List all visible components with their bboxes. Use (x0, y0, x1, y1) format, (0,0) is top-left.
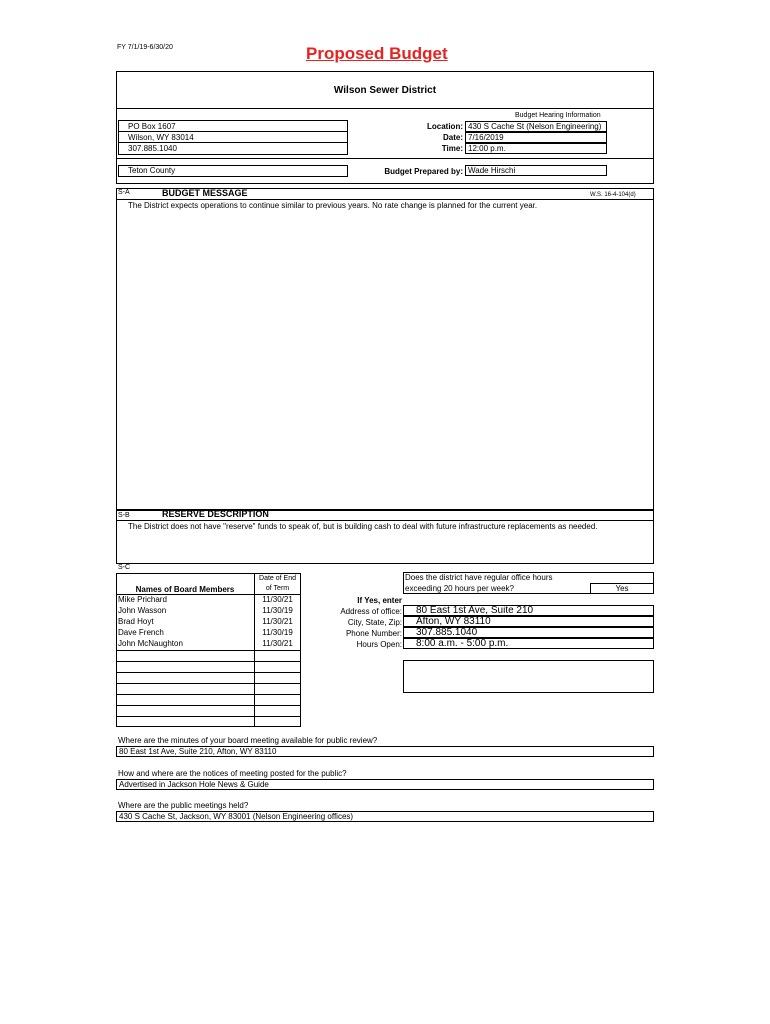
hearing-heading: Budget Hearing Information (515, 112, 601, 119)
divider (116, 661, 301, 662)
section-code: S-C (118, 564, 131, 571)
divider (116, 683, 301, 684)
prepared-by-label: Budget Prepared by: (384, 167, 463, 176)
date-value: 7/16/2019 (465, 132, 607, 143)
office-city-value: Afton, WY 83110 (403, 616, 654, 627)
date-header: of Term (265, 585, 290, 592)
office-question: exceeding 20 hours per week? (405, 584, 514, 593)
address-box (118, 120, 348, 155)
budget-message-box (116, 188, 654, 510)
board-member-date: 11/30/19 (262, 606, 293, 615)
fiscal-year: FY 7/1/19-6/30/20 (117, 44, 173, 51)
time-label: Time: (441, 144, 463, 153)
time-value: 12:00 p.m. (465, 143, 607, 154)
county-field: Teton County (118, 165, 348, 177)
office-hours-value: 8:00 a.m. - 5:00 p.m. (403, 638, 654, 649)
office-phone-label: Phone Number: (345, 629, 402, 638)
address-line: PO Box 1607 (119, 121, 347, 132)
board-member-name: John Wasson (118, 606, 167, 615)
section-code: S-B (118, 512, 130, 519)
reserve-text: The District does not have "reserve" funds to speak of, but is building cash to deal with future infrastructure replacements as needed. (128, 522, 598, 531)
address-line: 307.885.1040 (128, 144, 177, 153)
office-phone-value: 307.885.1040 (403, 627, 654, 638)
statute-reference: W.S. 16-4-104(d) (590, 192, 636, 198)
office-address-value: 80 East 1st Ave, Suite 210 (403, 605, 654, 616)
budget-message-text: The District expects operations to continue similar to previous years. No rate change is planned for the current year. (128, 201, 538, 210)
divider (116, 158, 654, 159)
divider (116, 108, 654, 109)
office-city-label: City, State, Zip: (347, 618, 402, 627)
divider (116, 520, 654, 521)
board-member-date: 11/30/21 (262, 639, 293, 648)
meetings-answer: 430 S Cache St, Jackson, WY 83001 (Nelson Engineering offices) (116, 811, 654, 822)
office-address-label: Address of office: (340, 607, 402, 616)
board-member-name: Dave French (118, 628, 164, 637)
board-member-name: Brad Hoyt (118, 617, 154, 626)
extra-hours-box (403, 660, 654, 693)
office-answer: Yes (590, 583, 654, 594)
section-code: S-A (118, 189, 130, 196)
meetings-question: Where are the public meetings held? (118, 801, 249, 810)
divider (116, 672, 301, 673)
board-member-name: Mike Prichard (118, 595, 167, 604)
if-yes-label: If Yes, enter (357, 596, 402, 605)
location-label: Location: (427, 122, 463, 131)
minutes-answer: 80 East 1st Ave, Suite 210, Afton, WY 83110 (116, 746, 654, 757)
reserve-title: RESERVE DESCRIPTION (162, 509, 269, 519)
board-member-date: 11/30/21 (262, 617, 293, 626)
notices-answer: Advertised in Jackson Hole News & Guide (116, 779, 654, 790)
district-name: Wilson Sewer District (333, 85, 437, 96)
office-hours-label: Hours Open: (356, 640, 402, 649)
prepared-by-value: Wade Hirschi (465, 165, 607, 176)
notices-question: How and where are the notices of meeting posted for the public? (118, 769, 347, 778)
divider (116, 705, 301, 706)
board-member-name: John McNaughton (118, 639, 183, 648)
board-member-date: 11/30/19 (262, 628, 293, 637)
date-label: Date: (442, 133, 463, 142)
location-value: 430 S Cache St (Nelson Engineering) (465, 121, 607, 132)
names-header: Names of Board Members (135, 585, 235, 594)
divider (116, 716, 301, 717)
divider (116, 650, 301, 651)
office-question: Does the district have regular office hours (405, 573, 553, 582)
board-member-date: 11/30/21 (262, 595, 293, 604)
divider (116, 199, 654, 200)
date-header: Date of End (259, 575, 296, 582)
minutes-question: Where are the minutes of your board meeting available for public review? (118, 736, 378, 745)
divider (116, 694, 301, 695)
budget-message-title: BUDGET MESSAGE (162, 188, 248, 198)
page-title: Proposed Budget (306, 44, 448, 63)
address-line: Wilson, WY 83014 (119, 132, 347, 143)
